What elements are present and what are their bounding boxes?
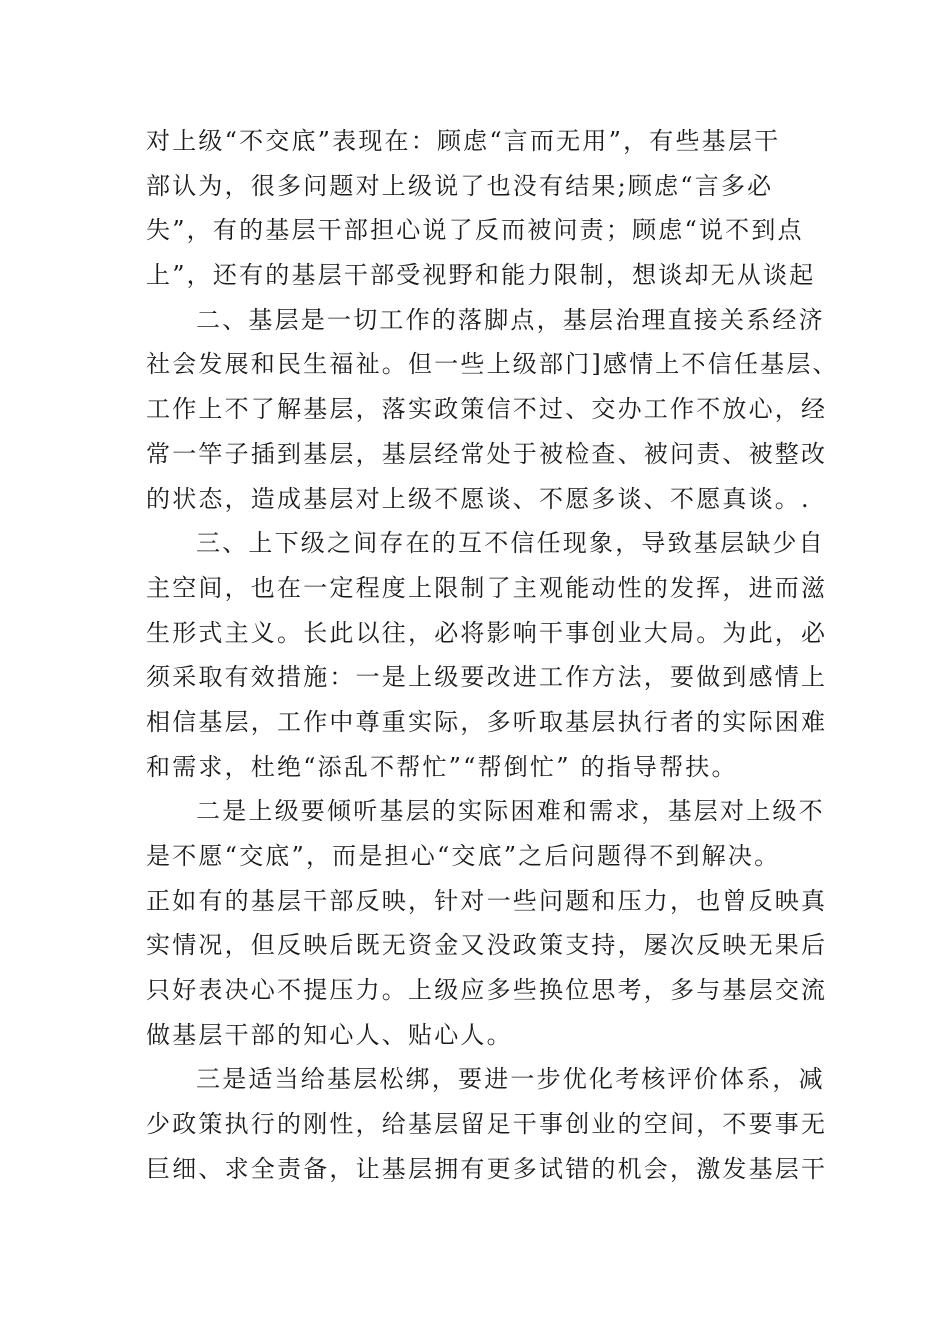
text-line: 主空间，也在一定程度上限制了主观能动性的发挥，进而滋 bbox=[146, 573, 828, 602]
text-line: 少政策执行的刚性，给基层留足干事创业的空间，不要事无 bbox=[146, 1110, 828, 1139]
document-body bbox=[146, 119, 839, 1192]
text-line: 常一竿子插到基层，基层经常处于被检查、被问责、被整改 bbox=[146, 439, 828, 468]
text-line: 生形式主义。长此以往，必将影响干事创业大局。为此，必 bbox=[146, 618, 828, 647]
text-line: 的状态，造成基层对上级不愿谈、不愿多谈、不愿真谈。. bbox=[146, 484, 811, 513]
text-line: 社会发展和民生福祉。但一些上级部门]感情上不信任基层、 bbox=[146, 350, 839, 379]
text-line: 部认为，很多问题对上级说了也没有结果;顾虑“言多必 bbox=[146, 171, 774, 200]
paragraph-start-line: 三是适当给基层松绑，要进一步优化考核评价体系，减 bbox=[196, 1065, 825, 1094]
text-line: 工作上不了解基层，落实政策信不过、交办工作不放心，经 bbox=[146, 395, 828, 424]
text-line: 须采取有效措施：一是上级要改进工作方法，要做到感情上 bbox=[146, 663, 828, 692]
paragraph-start-line: 二、基层是一切工作的落脚点，基层治理直接关系经济 bbox=[196, 305, 825, 334]
text-line: 上”，还有的基层干部受视野和能力限制，想谈却无从谈起 bbox=[146, 261, 816, 290]
text-line: 只好表决心不提压力。上级应多些换位思考，多与基层交流 bbox=[146, 976, 828, 1005]
text-line: 和需求，杜绝“添乱不帮忙”“帮倒忙” 的指导帮扶。 bbox=[146, 752, 738, 781]
text-line: 对上级“不交底”表现在：顾虑“言而无用”，有些基层干 bbox=[146, 127, 781, 155]
text-line: 正如有的基层干部反映，针对一些问题和压力，也曾反映真 bbox=[146, 886, 828, 915]
text-line: 巨细、求全责备，让基层拥有更多试错的机会，激发基层干 bbox=[146, 1154, 828, 1183]
paragraph-start-line: 二是上级要倾听基层的实际困难和需求，基层对上级不 bbox=[196, 797, 825, 826]
text-line: 实情况，但反映后既无资金又没政策支持，屡次反映无果后 bbox=[146, 931, 828, 960]
paragraph-start-line: 三、上下级之间存在的互不信任现象，导致基层缺少自 bbox=[196, 529, 825, 558]
text-line: 做基层干部的知心人、贴心人。 bbox=[146, 1020, 513, 1049]
text-line: 是不愿“交底”，而是担心“交底”之后问题得不到解决。 bbox=[146, 842, 781, 870]
text-line: 相信基层，工作中尊重实际，多听取基层执行者的实际困难 bbox=[146, 707, 828, 736]
text-line: 失”，有的基层干部担心说了反而被问责；顾虑“说不到点 bbox=[146, 216, 804, 245]
